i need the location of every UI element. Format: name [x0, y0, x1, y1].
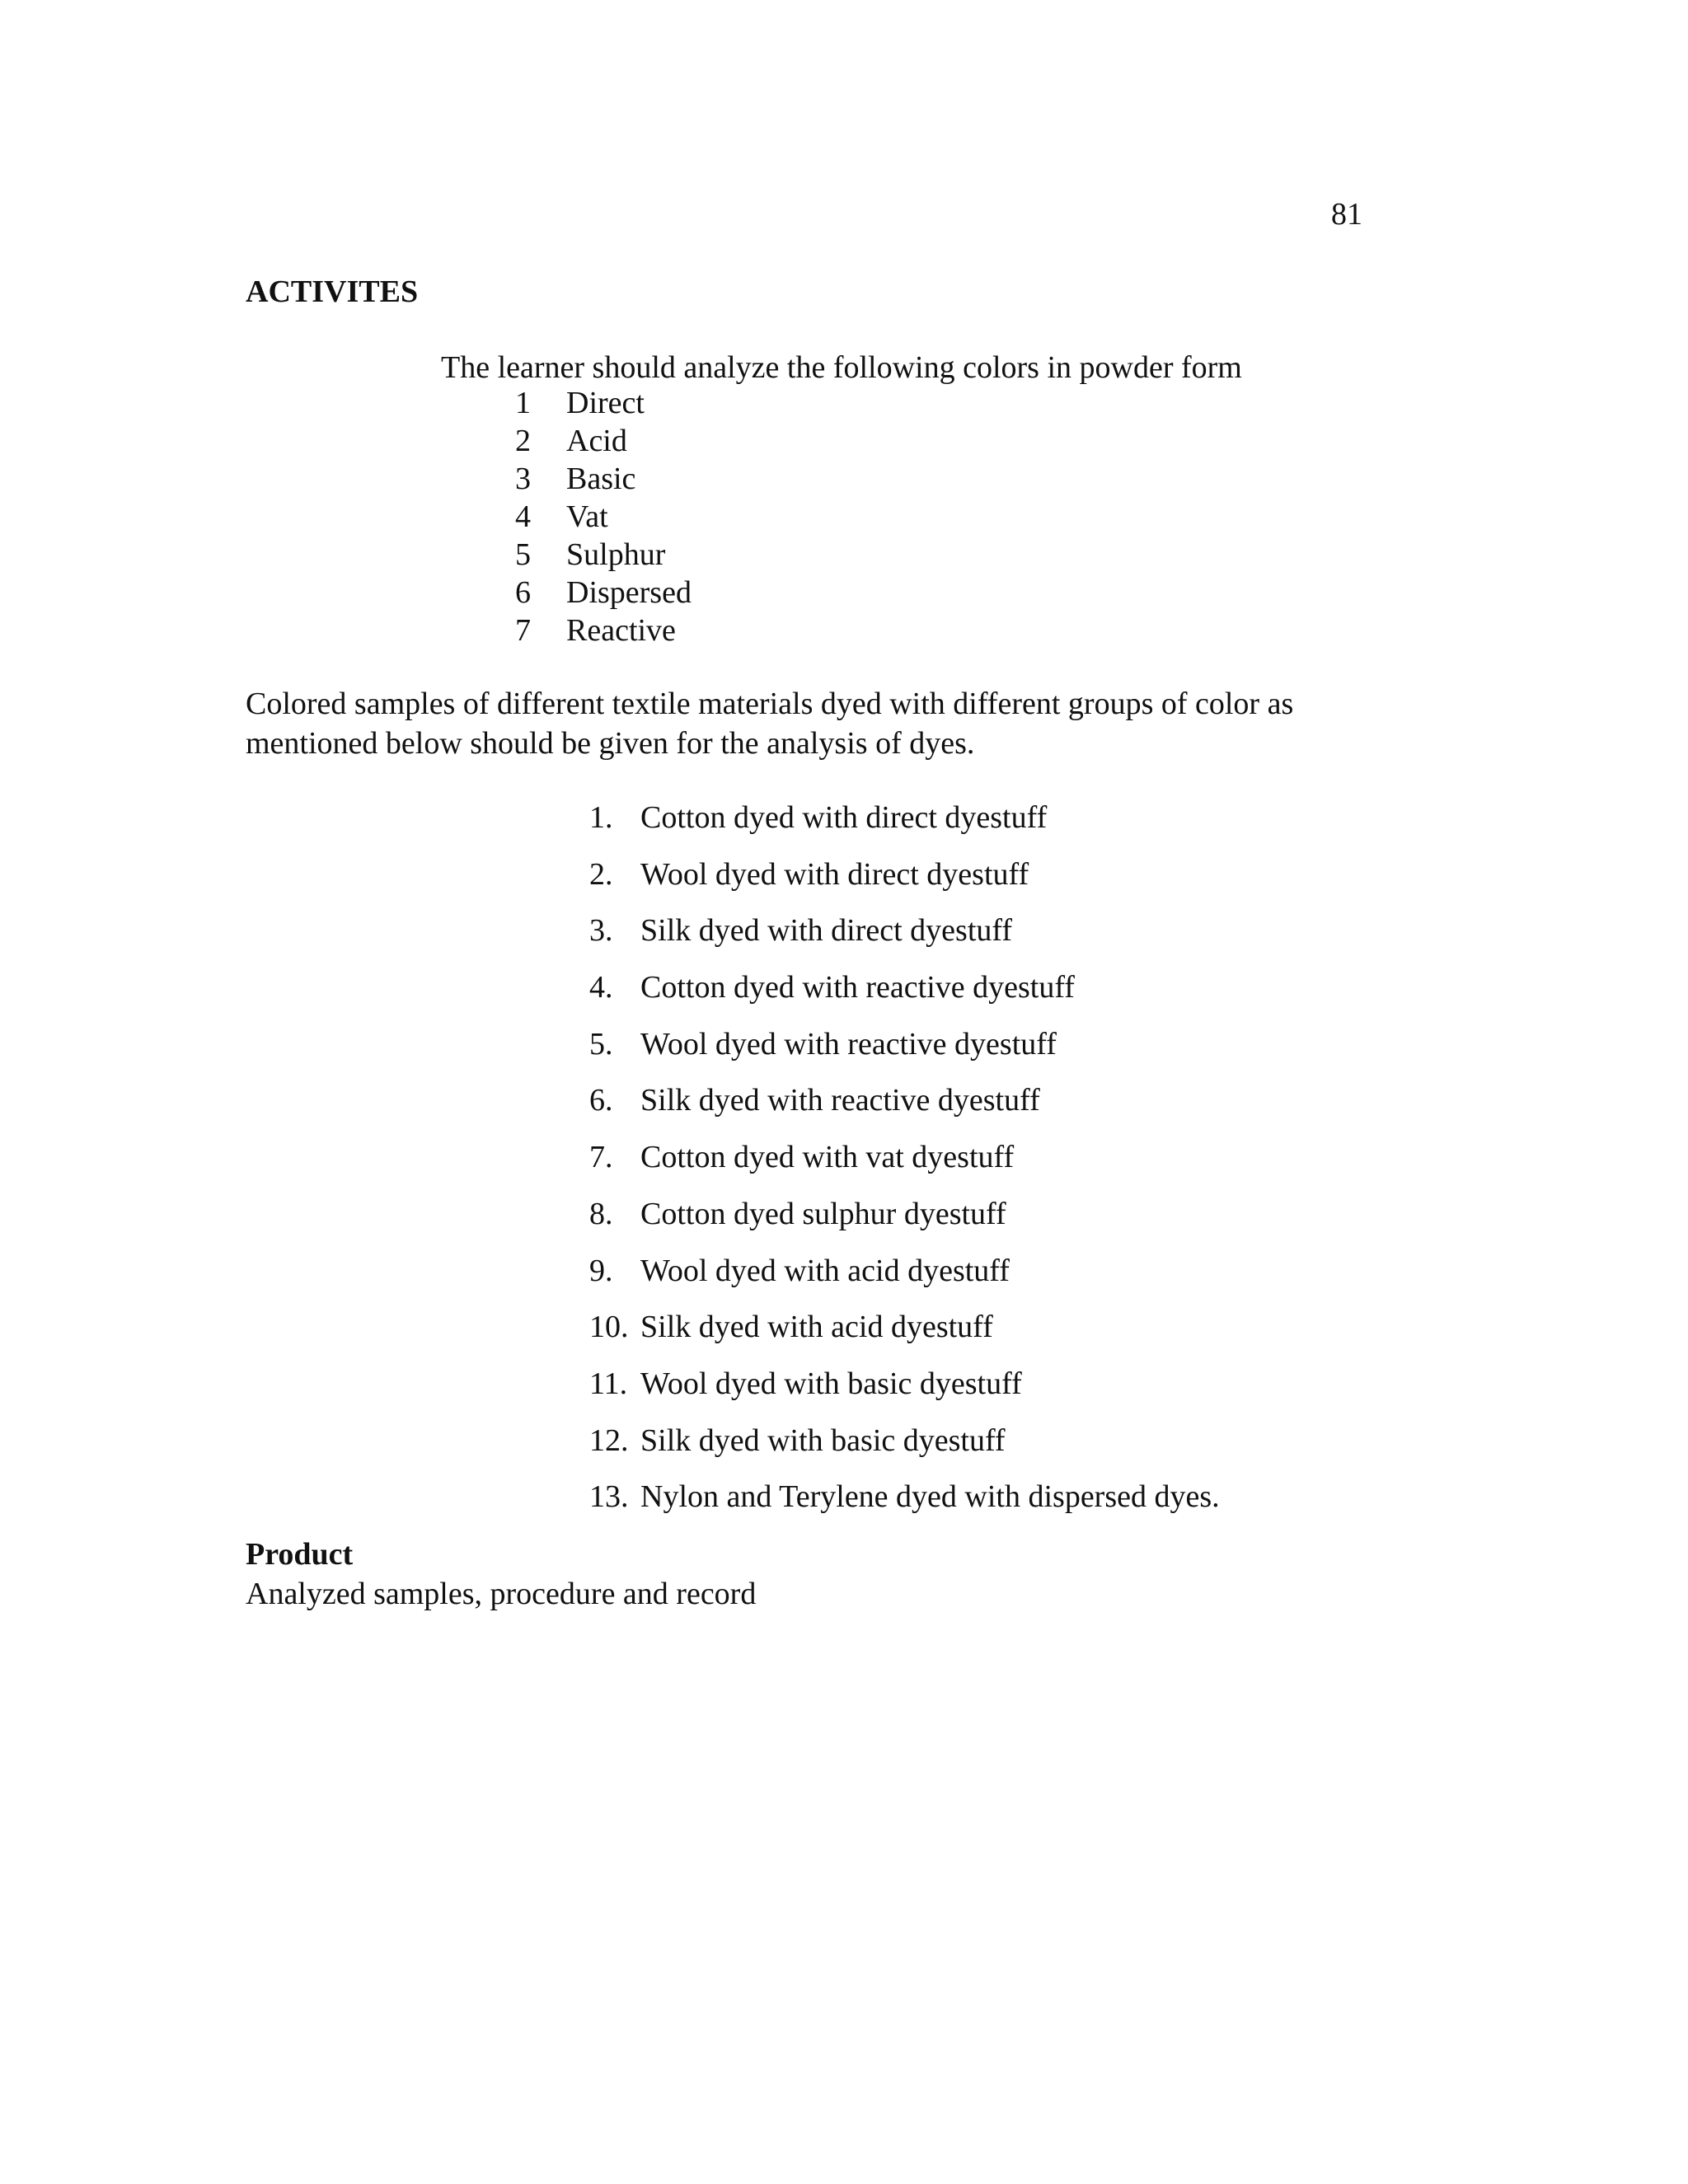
sample-list-number: 2. — [589, 856, 613, 892]
activities-heading: ACTIVITES — [246, 274, 419, 309]
sample-list-label: Silk dyed with acid dyestuff — [640, 1310, 993, 1345]
sample-list — [589, 798, 1220, 1534]
sample-list-number: 9. — [589, 1253, 613, 1288]
page-number: 81 — [1331, 197, 1362, 232]
sample-list-item — [589, 1477, 1220, 1534]
sample-list-number: 10. — [589, 1310, 629, 1345]
sample-list-label: Wool dyed with basic dyestuff — [640, 1366, 1022, 1401]
sample-list-item — [589, 1421, 1220, 1478]
sample-list-label: Silk dyed with reactive dyestuff — [640, 1083, 1040, 1118]
sample-list-label: Cotton dyed with direct dyestuff — [640, 800, 1048, 835]
color-list-number: 3 — [515, 462, 531, 496]
color-list-number: 7 — [515, 613, 531, 648]
color-list-item — [515, 460, 692, 498]
sample-list-number: 12. — [589, 1422, 629, 1458]
sample-list-label: Cotton dyed sulphur dyestuff — [640, 1196, 1006, 1231]
sample-list-item — [589, 1080, 1220, 1137]
color-list-number: 4 — [515, 499, 531, 534]
color-list-label: Basic — [566, 462, 636, 496]
sample-list-label: Silk dyed with basic dyestuff — [640, 1422, 1006, 1458]
color-list-label: Direct — [566, 386, 645, 420]
color-list-item — [515, 498, 692, 536]
sample-list-item — [589, 1364, 1220, 1421]
sample-list-item — [589, 1251, 1220, 1308]
sample-list-item — [589, 911, 1220, 968]
color-list-item — [515, 574, 692, 612]
sample-list-number: 11. — [589, 1366, 628, 1401]
color-list — [515, 384, 692, 649]
activities-intro: The learner should analyze the following colors in powder form — [441, 350, 1242, 385]
sample-list-number: 6. — [589, 1083, 613, 1118]
product-text: Analyzed samples, procedure and record — [246, 1577, 757, 1611]
color-list-number: 1 — [515, 386, 531, 420]
sample-list-number: 5. — [589, 1026, 613, 1062]
color-list-label: Reactive — [566, 613, 676, 648]
color-list-label: Vat — [566, 499, 608, 534]
sample-list-number: 8. — [589, 1196, 613, 1231]
sample-list-label: Cotton dyed with vat dyestuff — [640, 1140, 1015, 1175]
sample-list-label: Wool dyed with acid dyestuff — [640, 1253, 1010, 1288]
sample-list-item — [589, 1137, 1220, 1194]
sample-list-label: Wool dyed with direct dyestuff — [640, 856, 1029, 892]
color-list-number: 6 — [515, 575, 531, 610]
sample-list-item — [589, 798, 1220, 855]
color-list-number: 5 — [515, 537, 531, 572]
color-list-label: Sulphur — [566, 537, 666, 572]
color-list-label: Acid — [566, 424, 627, 458]
sample-list-item — [589, 968, 1220, 1024]
sample-list-label: Nylon and Terylene dyed with dispersed dyes. — [640, 1479, 1220, 1515]
sample-list-number: 7. — [589, 1140, 613, 1175]
color-list-item — [515, 422, 692, 460]
color-list-item — [515, 384, 692, 422]
sample-list-item — [589, 855, 1220, 912]
sample-list-item — [589, 1194, 1220, 1251]
sample-list-label: Silk dyed with direct dyestuff — [640, 913, 1013, 949]
sample-list-number: 1. — [589, 800, 613, 835]
sample-list-item — [589, 1307, 1220, 1364]
product-heading: Product — [246, 1537, 354, 1572]
samples-paragraph: Colored samples of different textile materials dyed with different groups of color as mentioned below should be given for the analysis of dyes. — [246, 687, 1294, 761]
color-list-item — [515, 612, 692, 649]
color-list-number: 2 — [515, 424, 531, 458]
sample-list-number: 3. — [589, 913, 613, 949]
color-list-item — [515, 536, 692, 574]
sample-list-label: Cotton dyed with reactive dyestuff — [640, 970, 1075, 1005]
sample-list-number: 13. — [589, 1479, 629, 1515]
sample-list-item — [589, 1024, 1220, 1081]
sample-list-label: Wool dyed with reactive dyestuff — [640, 1026, 1057, 1062]
sample-list-number: 4. — [589, 970, 613, 1005]
color-list-label: Dispersed — [566, 575, 692, 610]
